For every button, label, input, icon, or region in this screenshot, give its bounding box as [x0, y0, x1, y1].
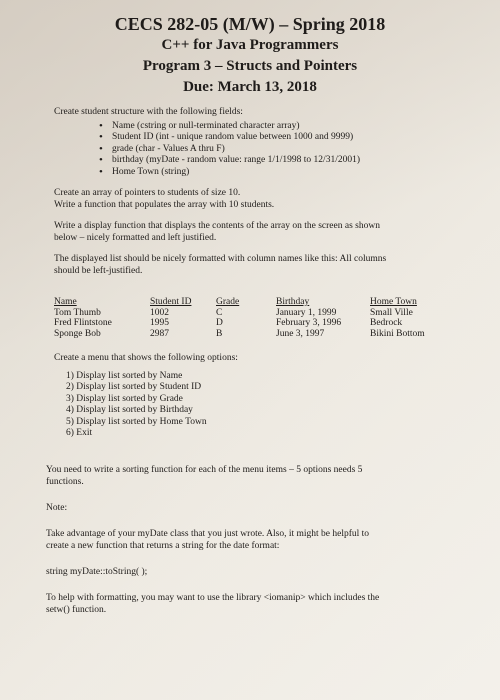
- cell-student-id: 1995: [150, 318, 169, 328]
- array-instruction: Create an array of pointers to students of size 10.: [54, 188, 241, 198]
- table-row: [54, 318, 474, 329]
- populate-instruction: Write a function that populates the array with 10 students.: [54, 199, 275, 210]
- menu-option: 4) Display list sorted by Birthday: [66, 405, 193, 415]
- cell-grade: B: [216, 328, 223, 339]
- formatting-tip: To help with formatting, you may want to use the library <iomanip> which includes the: [46, 593, 380, 603]
- column-header-birthday: Birthday: [276, 297, 310, 307]
- table-row: [54, 329, 474, 340]
- table-row: [54, 308, 474, 319]
- program-title: Program 3 – Structs and Pointers: [142, 58, 358, 74]
- menu-option: 6) Exit: [66, 428, 93, 438]
- display-instruction: Write a display function that displays the contents of the array on the screen as shown: [54, 221, 380, 231]
- menu-section: [54, 353, 474, 440]
- table-header-row: [54, 297, 474, 308]
- column-header-home-town: Home Town: [370, 297, 417, 307]
- menu-lead: Create a menu that shows the following options:: [54, 353, 238, 363]
- cell-birthday: June 3, 1997: [276, 328, 325, 339]
- column-header-grade: Grade: [216, 297, 240, 307]
- cell-student-id: 1002: [150, 307, 169, 318]
- cell-name: Fred Flintstone: [54, 318, 112, 328]
- due-date: Due: March 13, 2018: [183, 79, 317, 95]
- cell-name: Tom Thumb: [54, 307, 101, 318]
- note-text: Take advantage of your myDate class that you just wrote. Also, it might be helpful to: [46, 529, 370, 539]
- assignment-header: [0, 14, 500, 98]
- cell-grade: D: [216, 318, 223, 328]
- notes-section: [46, 464, 466, 616]
- display-instruction-cont: below – nicely formatted and left justified.: [54, 232, 217, 243]
- cell-home-town: Small Ville: [370, 307, 413, 318]
- field-item: • Student ID (int - unique random value between 1000 and 9999): [112, 132, 474, 144]
- format-instruction-cont: should be left-justified.: [54, 265, 143, 276]
- sample-student-table: [54, 297, 474, 339]
- menu-option-list: [54, 371, 474, 440]
- cell-student-id: 2987: [150, 328, 169, 339]
- field-item: • grade (char - Values A thru F): [112, 144, 474, 156]
- cell-home-town: Bikini Bottom: [370, 328, 425, 339]
- cell-grade: C: [216, 307, 223, 318]
- formatting-tip-cont: setw() function.: [46, 605, 107, 615]
- cell-name: Sponge Bob: [54, 328, 101, 339]
- column-header-name: Name: [54, 297, 77, 307]
- menu-option: 2) Display list sorted by Student ID: [66, 382, 202, 392]
- cell-birthday: February 3, 1996: [276, 318, 342, 328]
- intro-section: [54, 107, 474, 277]
- menu-option: 1) Display list sorted by Name: [66, 370, 183, 381]
- cell-home-town: Bedrock: [370, 318, 403, 328]
- sorting-instruction: You need to write a sorting function for each of the menu items – 5 options needs 5: [46, 465, 363, 475]
- menu-option: 5) Display list sorted by Home Town: [66, 416, 207, 427]
- field-list: [54, 121, 474, 179]
- field-item: • birthday (myDate - random value: range 1/1/1998 to 12/31/2001): [112, 155, 474, 167]
- structure-lead: Create student structure with the following fields:: [54, 107, 243, 117]
- sorting-instruction-cont: functions.: [46, 477, 84, 487]
- code-signature: string myDate::toString( );: [46, 567, 148, 577]
- note-text-cont: create a new function that returns a string for the date format:: [46, 541, 280, 551]
- course-subtitle: C++ for Java Programmers: [161, 37, 339, 53]
- cell-birthday: January 1, 1999: [276, 307, 337, 318]
- format-instruction: The displayed list should be nicely formatted with column names like this: All columns: [54, 254, 387, 264]
- field-item: • Name (cstring or null-terminated character array): [112, 121, 474, 133]
- column-header-student-id: Student ID: [150, 297, 192, 307]
- menu-option: 3) Display list sorted by Grade: [66, 393, 183, 404]
- course-title: CECS 282-05 (M/W) – Spring 2018: [114, 14, 386, 34]
- field-item: • Home Town (string): [112, 167, 474, 179]
- note-label: Note:: [46, 503, 68, 513]
